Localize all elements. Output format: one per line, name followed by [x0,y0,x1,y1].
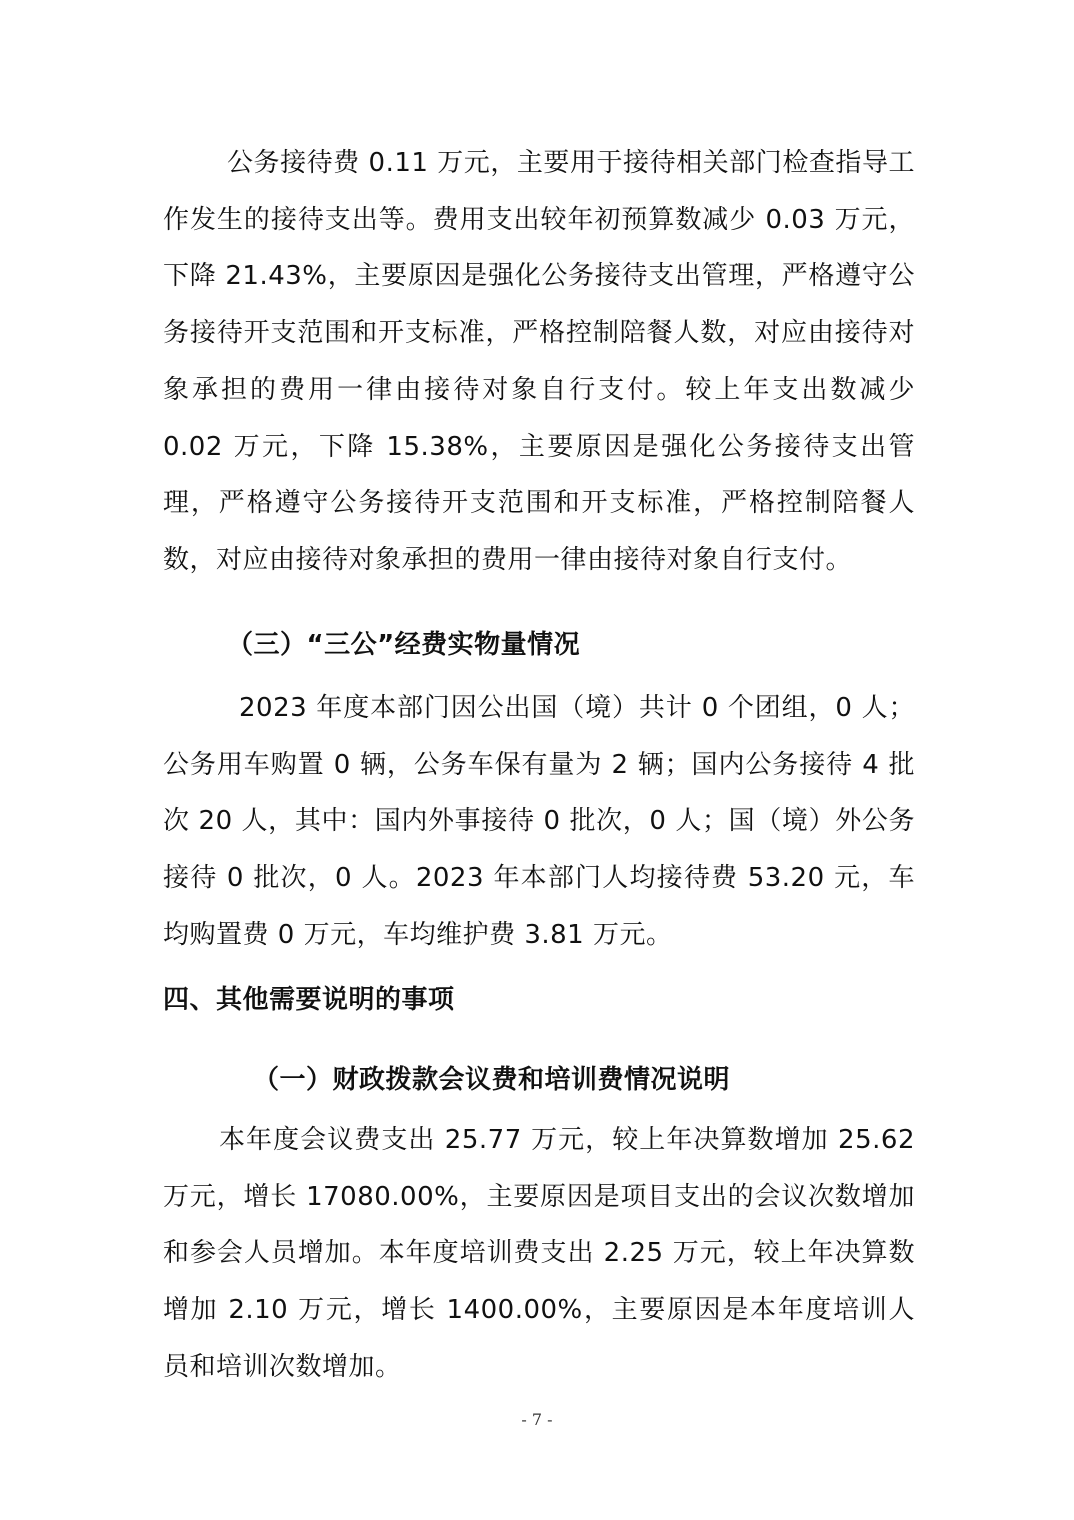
part4-heading-block [163,980,915,1020]
section-heading-three-public: （三）“三公”经费实物量情况 [227,630,581,660]
reception-expense-paragraph: 公务接待费 0.11 万元，主要用于接待相关部门检查指导工作发生的接待支出等。费用支出较年初预算数减少 0.03 万元，下降 21.43%，主要原因是强化公务接待支出管理，严格遵守公务接待开支范围和开支标准，严格控制陪餐人数，对应由接待对象承担的费用一律由接待对象自行支付。较上年支出数减少 0.02 万元，下降 15.38%，主要原因是强化公务接待支出管理，严格遵守公务接待开支范围和开支标准，严格控制陪餐人数，对应由接待对象承担的费用一律由接待对象自行支付。 [163,148,915,575]
page-number: - 7 - [521,1410,553,1429]
section3-heading-block [163,625,915,665]
reception-expense-block [163,135,915,589]
physical-quantity-paragraph: 2023 年度本部门因公出国（境）共计 0 个团组，0 人；公务用车购置 0 辆，公务车保有量为 2 辆；国内公务接待 4 批次 20 人，其中：国内外事接待 0 批次，0 人；国（境）外公务接待 0 批次，0 人。2023 年本部门人均接待费 53.20 元，车均购置费 0 万元，车均维护费 3.81 万元。 [163,693,915,950]
meeting-training-paragraph: 本年度会议费支出 25.77 万元，较上年决算数增加 25.62 万元，增长 17080.00%，主要原因是项目支出的会议次数增加和参会人员增加。本年度培训费支出 2.25 万元，较上年决算数增加 2.10 万元，增长 1400.00%，主要原因是本年度培训人员和培训次数增加。 [163,1125,915,1382]
meeting-training-block [163,1112,915,1396]
subsection-heading-meeting-training: （一）财政拨款会议费和培训费情况说明 [253,1065,731,1095]
sub1-heading-block [163,1060,915,1100]
part-heading-other-matters: 四、其他需要说明的事项 [163,985,455,1015]
physical-quantity-block [163,680,915,964]
